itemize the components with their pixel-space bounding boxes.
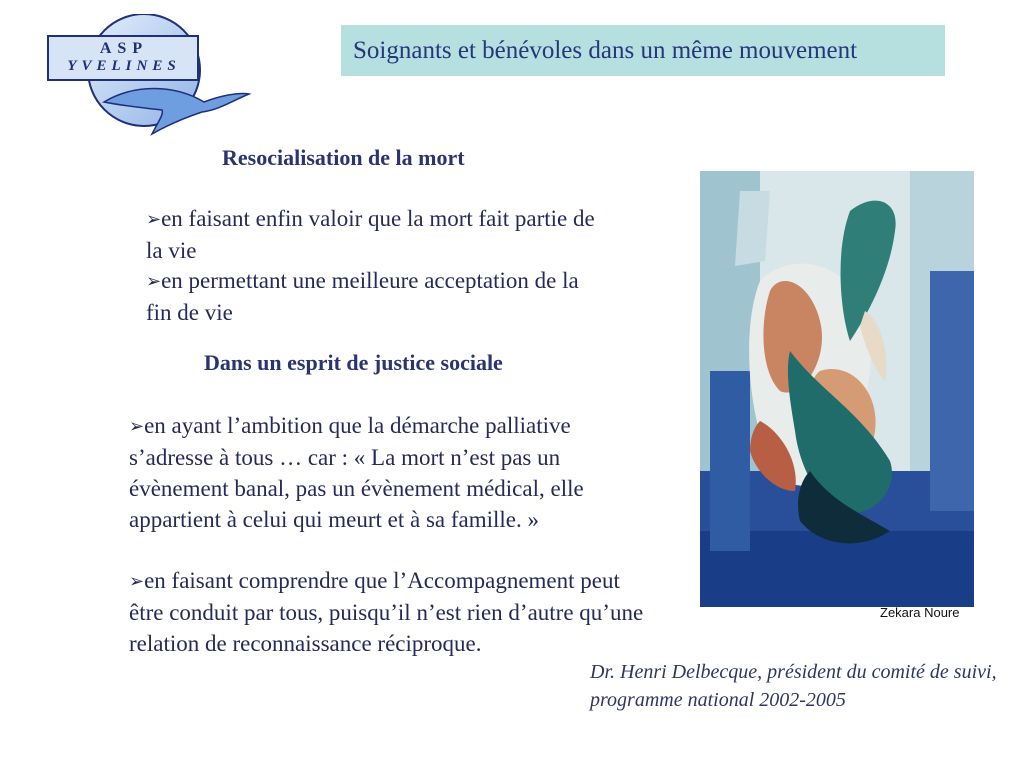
bullet-item [146,203,606,266]
section-heading-resocialisation: Resocialisation de la mort [222,145,465,170]
bullet-text: en faisant enfin valoir que la mort fait partie de la vie [146,206,595,263]
bullet-text: en permettant une meilleure acceptation de la fin de vie [146,268,579,325]
bullet-item [146,265,606,328]
painting-image [700,171,974,607]
arrow-bullet-icon: ➢ [129,571,145,591]
painting-caption: Zekara Noure [880,605,960,620]
bullet-item [129,410,649,535]
logo-graphic [44,14,254,136]
section-heading-justice: Dans un esprit de justice sociale [204,350,503,375]
arrow-bullet-icon: ➢ [146,271,162,291]
arrow-bullet-icon: ➢ [129,416,145,436]
bullet-text: en faisant comprendre que l’Accompagnement peut être conduit par tous, puisqu’il n’est rien d’autre qu’une relation de reconnaissance réciproque. [129,568,644,656]
logo-asp-text: ASP [99,40,149,57]
logo-yvelines-text: YVELINES [67,58,181,74]
asp-yvelines-logo [44,14,254,136]
author-attribution: Dr. Henri Delbecque, président du comité de suivi, programme national 2002-2005 [590,661,997,711]
bullet-item [129,565,649,659]
page-title: Soignants et bénévoles dans un même mouvement [341,25,945,76]
bullet-text: en ayant l’ambition que la démarche palliative s’adresse à tous … car : « La mort n’est pas un évènement banal, pas un évènement médical, elle appartient à celui qui meurt et à sa famille. » [129,413,584,532]
arrow-bullet-icon: ➢ [146,209,162,229]
